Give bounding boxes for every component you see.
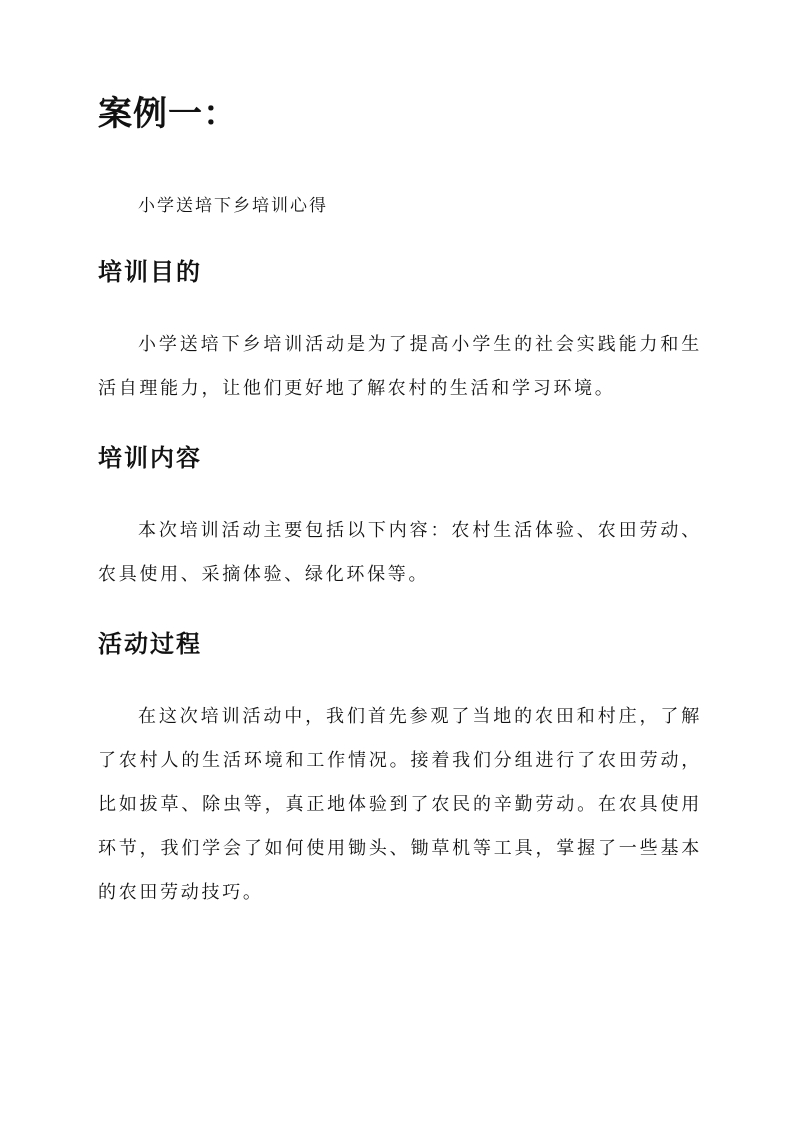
section-paragraph-process: 在这次培训活动中，我们首先参观了当地的农田和村庄，了解了农村人的生活环境和工作情况。接着我们分组进行了农田劳动，比如拔草、除虫等，真正地体验到了农民的辛勤劳动。在农具使用环节，我们学会了如何使用锄头、锄草机等工具，掌握了一些基本的农田劳动技巧。 <box>98 706 702 903</box>
section-heading-content: 培训内容 <box>98 443 202 472</box>
section-heading-purpose: 培训目的 <box>98 257 202 286</box>
document-title: 案例一： <box>98 94 238 134</box>
section-paragraph-purpose: 小学送培下乡培训活动是为了提高小学生的社会实践能力和生活自理能力，让他们更好地了解农村的生活和学习环境。 <box>98 334 702 399</box>
document-subtitle: 小学送培下乡培训心得 <box>138 196 328 216</box>
section-paragraph-content: 本次培训活动主要包括以下内容：农村生活体验、农田劳动、农具使用、采摘体验、绿化环保等。 <box>98 520 702 585</box>
section-heading-process: 活动过程 <box>98 629 202 658</box>
